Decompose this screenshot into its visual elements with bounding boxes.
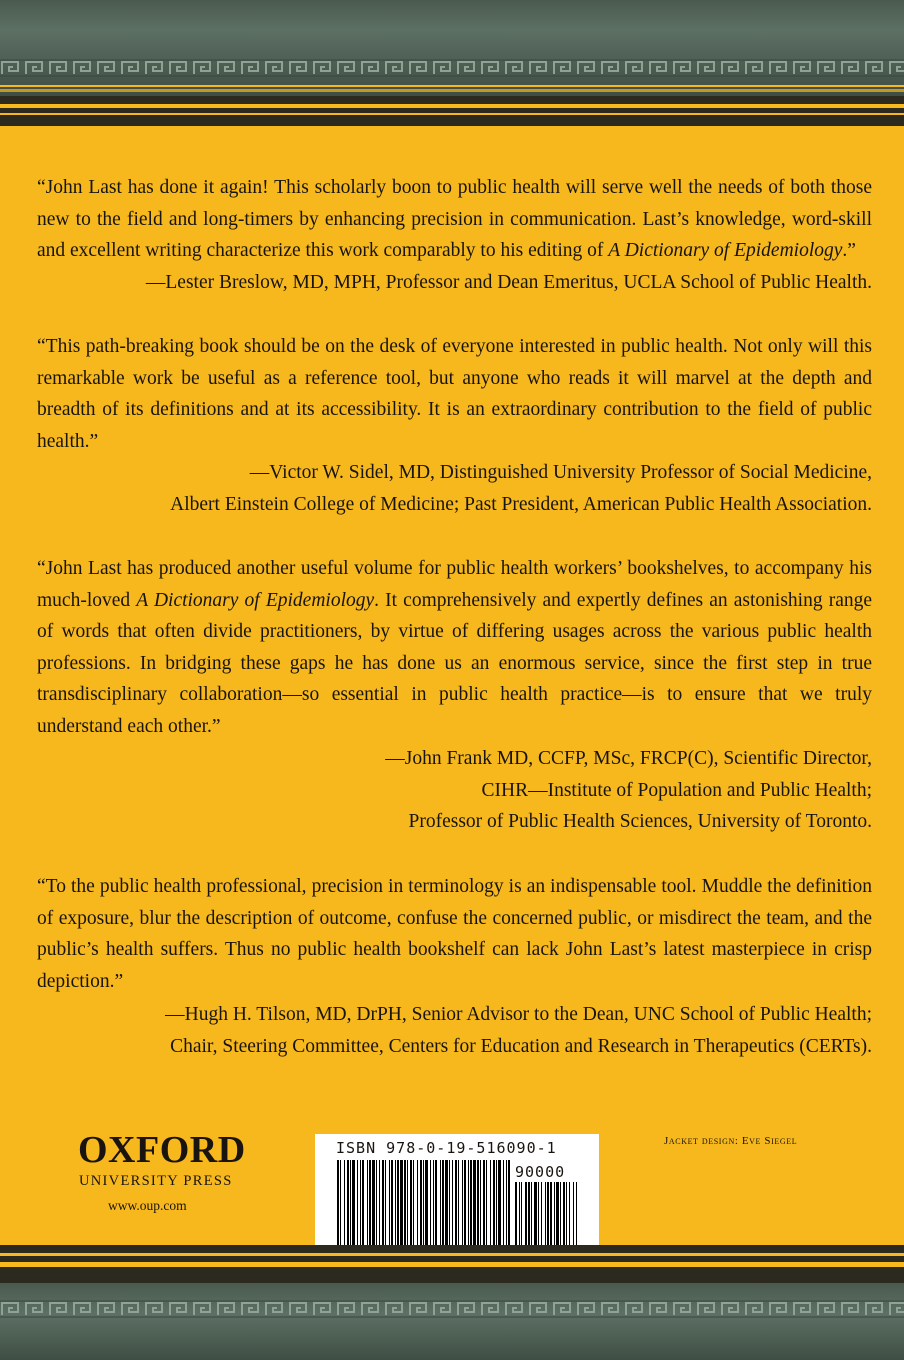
top-gold-inlay-2 <box>0 113 904 115</box>
quote-sidel: “This path-breaking book should be on the desk of everyone interested in public health. Not only will this remarkable work be useful as a reference tool, but anyone who reads it will marvel at the depth and breadth of its definitions and at its accessibility. It is an extraordinary contribution to the field of public health.” <box>37 336 872 452</box>
top-gold-rule-2 <box>0 89 904 92</box>
quote-breslow: “John Last has done it again! This scholarly boon to public health will serve well the needs of both those new to the field and long-timers by enhancing precision in communication. Last’s knowledge, word-skill and excellent writing characterize this work comparably to his editing of A Dictionary of Epidemiology.” <box>37 177 872 262</box>
quote-frank: “John Last has produced another useful volume for public health workers’ bookshelves, to accompany his much-loved A Dictionary of Epidemiology. It comprehensively and expertly defines an astonishing range of words that often divide practitioners, by virtue of differing usages across the various public health professions. In bridging these gaps he has done us an enormous service, since the first step in true transdisciplinary collaboration—so essential in public health practice—is to ensure that we truly understand each other.” <box>37 558 873 737</box>
isbn-label: ISBN 978-0-19-516090-1 <box>336 1139 557 1157</box>
attribution-breslow: —Lester Breslow, MD, MPH, Professor and Dean Emeritus, UCLA School of Public Health. <box>145 272 872 293</box>
top-border-band <box>0 0 904 96</box>
jacket-design-credit: Jacket design: Eve Siegel <box>664 1135 798 1147</box>
top-gold-inlay <box>0 104 904 108</box>
price-code: 90000 <box>515 1163 566 1181</box>
attribution-sidel: —Victor W. Sidel, MD, Distinguished University Professor of Social Medicine, Albert Einstein College of Medicine; Past President, American Public Health Association. <box>170 462 872 515</box>
bottom-gold-inlay <box>0 1253 904 1256</box>
book-title: A Dictionary of Epidemiology <box>136 589 375 611</box>
quote-tilson: “To the public health professional, precision in terminology is an indispensable tool. Muddle the definition of exposure, blur the description of outcome, confuse the concerned public, or misdirect the team, and the public’s health suffers. Thus no public health bookshelf can lack John Last’s latest masterpiece in crisp depiction.” <box>37 876 872 992</box>
top-gold-rule <box>0 85 904 87</box>
book-title: A Dictionary of Epidemiology <box>608 240 843 262</box>
attribution-frank: —John Frank MD, CCFP, MSc, FRCP(C), Scientific Director, CIHR—Institute of Population and Public Health; Professor of Public Health Sciences, University of Toronto. <box>385 748 872 833</box>
bottom-border-band <box>0 1283 904 1360</box>
publisher-logo: OXFORD <box>78 1129 246 1171</box>
bottom-gold-inlay-2 <box>0 1262 904 1267</box>
publisher-url: www.oup.com <box>108 1198 187 1213</box>
greek-key-ornament <box>0 1299 904 1319</box>
top-dark-stripe <box>0 96 904 126</box>
publisher-subtitle: UNIVERSITY PRESS <box>79 1173 233 1189</box>
attribution-tilson: —Hugh H. Tilson, MD, DrPH, Senior Advisor to the Dean, UNC School of Public Health; Chair, Steering Committee, Centers for Education and Research in Therapeutics (CERTs). <box>165 1004 872 1057</box>
greek-key-ornament <box>0 58 904 78</box>
